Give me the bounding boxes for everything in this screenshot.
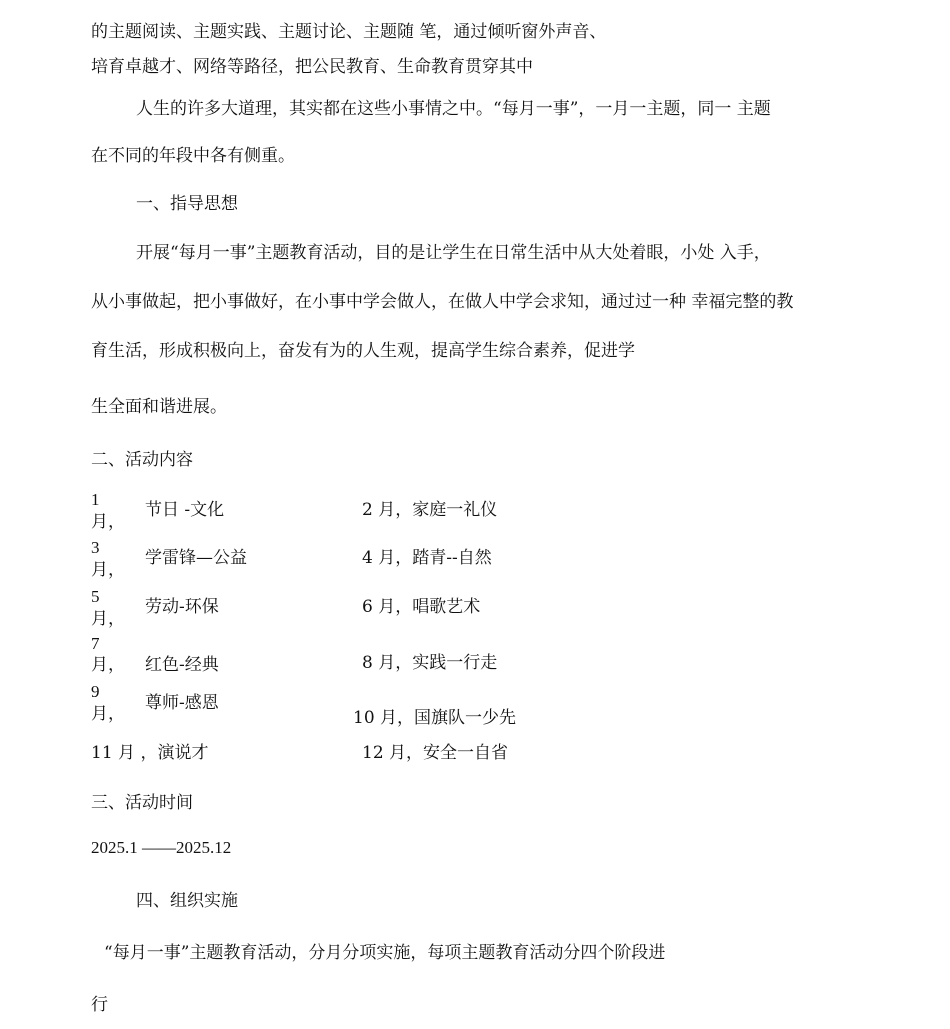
intro-line-2: 培育卓越才、网络等路径，把公民教育、生命教育贯穿其中: [91, 57, 533, 77]
month-topic: 尊师-感恩: [145, 693, 219, 713]
month-topic: 红色-经典: [145, 655, 219, 675]
month-number: 5: [91, 587, 100, 606]
guiding-thought-line-2: 从小事做起，把小事做好，在小事中学会做人，在做人中学会求知，通过过一种 幸福完整的教: [91, 292, 794, 312]
month-unit: 月，: [91, 704, 125, 724]
month-topic-right: 2 月，家庭一礼仪: [362, 500, 498, 520]
implementation-line-1: “每月一事”主题教育活动，分月分项实施，每项主题教育活动分四个阶段进: [104, 943, 666, 963]
month-topic-december: 12 月，安全一自省: [362, 743, 509, 763]
month-topic: 节日 -文化: [145, 500, 225, 520]
intro-paragraph-line-1: 人生的许多大道理，其实都在这些小事情之中。“每月一事”，一月一主题，同一 主题: [136, 99, 771, 119]
month-number: 7: [91, 634, 100, 653]
intro-paragraph-line-2: 在不同的年段中各有侧重。: [91, 146, 295, 166]
month-number: 1: [91, 490, 100, 509]
month-number: 3: [91, 538, 100, 557]
month-topic-right: 10 月，国旗队一少先: [353, 708, 517, 728]
month-topic: 劳动-环保: [145, 597, 219, 617]
guiding-thought-line-4: 生全面和谐进展。: [91, 397, 227, 417]
month-unit: 月，: [91, 655, 125, 675]
month-topic-right: 8 月，实践一行走: [362, 653, 498, 673]
month-number: 9: [91, 682, 100, 701]
section-heading-activity-content: 二、活动内容: [91, 450, 193, 470]
month-topic: 学雷锋—公益: [145, 548, 247, 568]
guiding-thought-line-3: 育生活，形成积极向上，奋发有为的人生观，提高学生综合素养，促进学: [91, 341, 635, 361]
month-unit: 月，: [91, 512, 125, 532]
month-unit: 月，: [91, 609, 125, 629]
month-topic-right: 6 月，唱歌艺术: [362, 597, 481, 617]
month-topic-right: 4 月，踏青--自然: [362, 548, 492, 568]
implementation-line-2: 行: [91, 995, 108, 1015]
section-heading-guiding-thought: 一、指导思想: [136, 194, 238, 214]
section-heading-implementation: 四、组织实施: [136, 891, 238, 911]
intro-line-1: 的主题阅读、主题实践、主题讨论、主题随 笔，通过倾听窗外声音、: [91, 22, 607, 42]
section-heading-activity-time: 三、活动时间: [91, 793, 193, 813]
guiding-thought-line-1: 开展“每月一事”主题教育活动，目的是让学生在日常生活中从大处着眼，小处 入手，: [136, 243, 771, 263]
activity-date-range: 2025.1 ——2025.12: [91, 838, 232, 857]
month-unit: 月，: [91, 560, 125, 580]
month-topic-november: 11 月 ，演说才: [91, 743, 209, 763]
